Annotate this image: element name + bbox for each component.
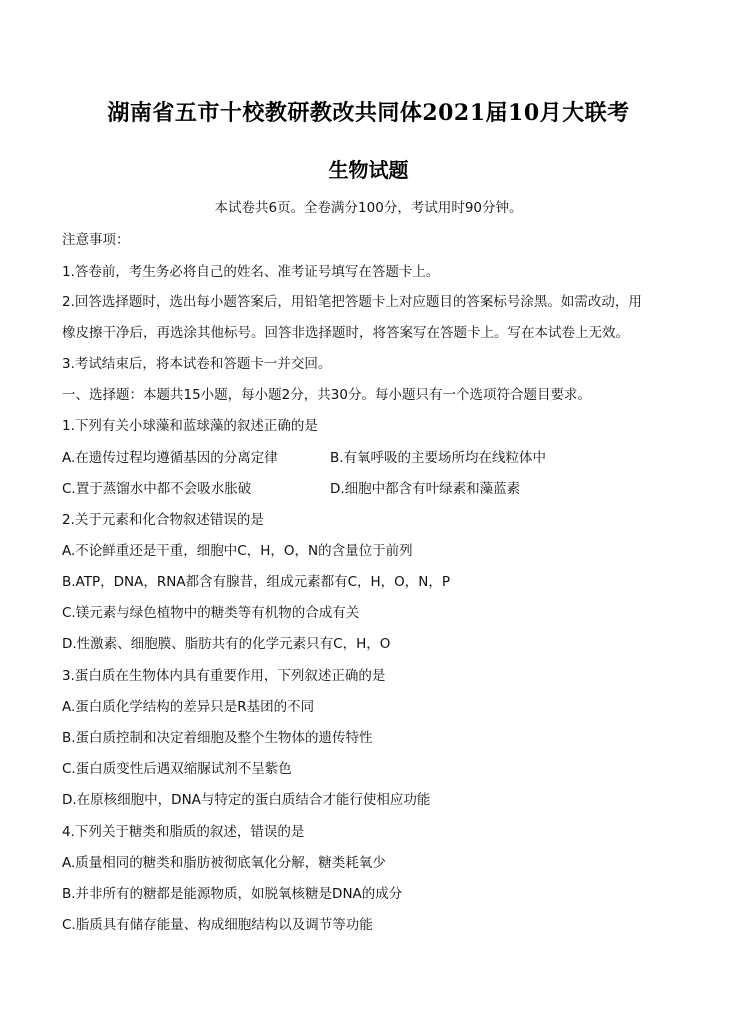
question-4-option-c: C.脂质具有储存能量、构成细胞结构以及调节等功能 bbox=[62, 917, 373, 933]
question-2-option-c: C.镁元素与绿色植物中的糖类等有机物的合成有关 bbox=[62, 605, 360, 621]
question-3-stem: 3.蛋白质在生物体内具有重要作用，下列叙述正确的是 bbox=[62, 668, 386, 684]
question-4-option-b: B.并非所有的糖都是能源物质，如脱氧核糖是DNA的成分 bbox=[62, 886, 403, 902]
question-4-option-a: A.质量相同的糖类和脂肪被彻底氧化分解，糖类耗氧少 bbox=[62, 855, 386, 871]
section-heading: 一、选择题：本题共15小题，每小题2分，共30分。每小题只有一个选项符合题目要求。 bbox=[62, 387, 591, 403]
question-2-stem: 2.关于元素和化合物叙述错误的是 bbox=[62, 512, 264, 528]
note-2-line-2: 橡皮擦干净后，再选涂其他标号。回答非选择题时，将答案写在答题卡上。写在本试卷上无效。 bbox=[62, 325, 629, 341]
question-2-option-d: D.性激素、细胞膜、脂肪共有的化学元素只有C，H，O bbox=[62, 636, 391, 652]
note-1: 1.答卷前，考生务必将自己的姓名、准考证号填写在答题卡上。 bbox=[62, 264, 440, 280]
exam-info: 本试卷共6页。全卷满分100分，考试用时90分钟。 bbox=[214, 200, 523, 216]
question-4-stem: 4.下列关于糖类和脂质的叙述，错误的是 bbox=[62, 824, 305, 840]
question-3-option-d: D.在原核细胞中，DNA与特定的蛋白质结合才能行使相应功能 bbox=[62, 792, 431, 808]
note-2-line-1: 2.回答选择题时，选出每小题答案后，用铅笔把答题卡上对应题目的答案标号涂黑。如需改动，用 bbox=[62, 294, 642, 310]
question-2-option-a: A.不论鲜重还是干重，细胞中C，H，O，N的含量位于前列 bbox=[62, 543, 413, 559]
exam-subtitle: 生物试题 bbox=[328, 158, 409, 182]
question-3-option-b: B.蛋白质控制和决定着细胞及整个生物体的遗传特性 bbox=[62, 730, 373, 746]
exam-title: 湖南省五市十校教研教改共同体2021届10月大联考 bbox=[107, 100, 630, 126]
question-2-option-b: B.ATP，DNA，RNA都含有腺昔，组成元素都有C，H，O，N，P bbox=[62, 574, 451, 590]
notes-heading: 注意事项： bbox=[62, 232, 130, 248]
question-1-option-a: A.在遗传过程均遵循基因的分离定律 bbox=[62, 450, 278, 466]
question-1-option-c: C.置于蒸馏水中都不会吸水胀破 bbox=[62, 481, 252, 497]
question-1-option-b: B.有氧呼吸的主要场所均在线粒体中 bbox=[330, 450, 547, 466]
question-3-option-c: C.蛋白质变性后遇双缩脲试剂不呈紫色 bbox=[62, 761, 292, 777]
question-1-stem: 1.下列有关小球藻和蓝球藻的叙述正确的是 bbox=[62, 418, 318, 434]
question-3-option-a: A.蛋白质化学结构的差异只是R基团的不同 bbox=[62, 699, 315, 715]
note-3: 3.考试结束后，将本试卷和答题卡一并交回。 bbox=[62, 356, 332, 372]
question-1-option-d: D.细胞中都含有叶绿素和藻蓝素 bbox=[330, 481, 521, 497]
